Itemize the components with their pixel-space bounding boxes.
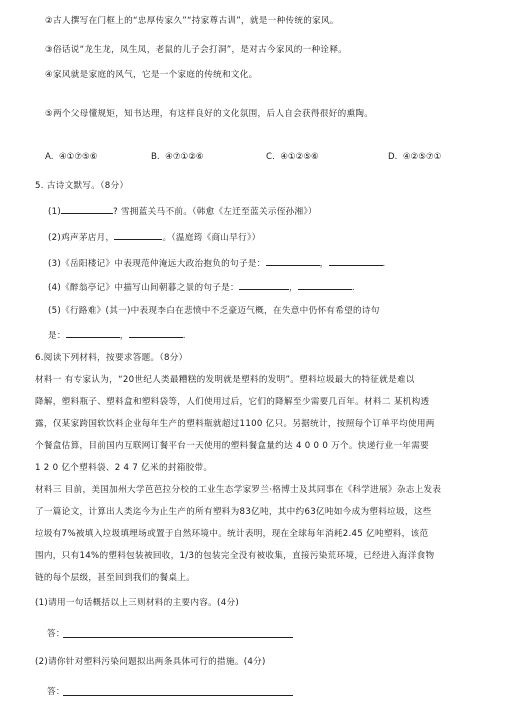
answer-label: 答： bbox=[47, 629, 65, 639]
answer-label: 答： bbox=[47, 687, 65, 697]
passage-line: 材料三 目前，美国加州大学芭芭拉分校的工业生态学家罗兰·格博士及其同事在《科学进展》杂志上发表 bbox=[35, 485, 442, 495]
statement-5: ⑤两个父母懂规矩，知书达理，有这样良好的文化氛围，后人自会获得很好的熏陶。 bbox=[45, 109, 374, 119]
option-b: B. ④⑦①②⑥ bbox=[151, 152, 204, 162]
passage-line: 1 2 0 亿个塑料袋、2 4 7 亿米的封箱胶带。 bbox=[35, 463, 213, 473]
q5-item-5-line1: (5)《行路难》(其一)中表现李白在悲愤中不乏豪迈气概，在失意中仍怀有希望的诗句 bbox=[48, 306, 380, 316]
option-a: A. ④①⑦⑤⑥ bbox=[45, 152, 98, 162]
answer-line[interactable] bbox=[63, 637, 293, 638]
q5-title: 5. 古诗文默写。（8分） bbox=[35, 181, 129, 191]
q6-title: 6.阅读下列材料，按要求答题。（8分） bbox=[35, 353, 188, 363]
passage-line: 个餐盒估算，目前国内互联网订餐平台一天使用的塑料餐盒量约达 4 0 0 0 万个。快递行业一年需要 bbox=[35, 441, 429, 451]
passage-line: 材料一 有专家认为，“20世纪人类最糟糕的发明就是塑料的发明”。塑料垃圾最大的特征就是难以 bbox=[35, 375, 415, 385]
answer-blank[interactable] bbox=[129, 328, 183, 338]
q5-item-1: (1) ? 雪拥蓝关马不前。（韩愈《左迁至蓝关示侄孙湘》） bbox=[48, 204, 317, 218]
option-d: D. ④②⑤⑦① bbox=[388, 152, 442, 162]
q5-item-5-line2: 是： ， . bbox=[48, 328, 186, 342]
passage-line: 垃圾有7%被填入垃圾填埋场或置于自然环境中。统计表明，现在全球每年消耗2.45 亿吨塑料，该范 bbox=[35, 529, 429, 539]
answer-blank[interactable] bbox=[66, 328, 120, 338]
passage-line: 降解，塑料瓶子、塑料盒和塑料袋等，人们使用过后，它们的降解至少需要几百年。材料二 某机构透 bbox=[35, 397, 430, 407]
answer-blank[interactable] bbox=[266, 256, 320, 266]
passage-line: 链的每个层级，甚至回到我们的餐桌上。 bbox=[35, 573, 196, 583]
answer-line[interactable] bbox=[63, 695, 293, 696]
passage-line: 了一篇论文，计算出人类迄今为止生产的所有塑料为83亿吨，其中约63亿吨如今成为塑料垃圾，这些 bbox=[35, 507, 432, 517]
passage-line: 露，仅某家跨国软饮料企业每年生产的塑料瓶就超过1100 亿只。另据统计，按照每个订单平均使用两 bbox=[35, 419, 435, 429]
passage-line: 围内，只有14%的塑料包装被回收，1/3的包装完全没有被收集，直接污染荒环境，已经进入海洋食物 bbox=[35, 551, 435, 561]
answer-blank[interactable] bbox=[61, 204, 113, 214]
answer-blank[interactable] bbox=[114, 230, 162, 240]
statement-4: ④家风就是家庭的风气，它是一个家庭的传统和文化。 bbox=[45, 70, 258, 80]
q5-item-2: (2)鸡声茅店月， 。（温庭筠《商山早行》） bbox=[48, 230, 261, 244]
q5-item-4: (4)《醉翁亭记》中描写山间朝暮之景的句子是： ， . bbox=[48, 280, 355, 294]
q5-item-3: (3)《岳阳楼记》中表现范仲淹远大政治抱负的句子是： ， . bbox=[48, 256, 386, 270]
answer-blank[interactable] bbox=[298, 280, 352, 290]
option-c: C. ④①②⑤⑥ bbox=[266, 152, 319, 162]
q6-sub-question-1: (1)请用一句话概括以上三则材料的主要内容。(4分) bbox=[35, 598, 240, 608]
statement-3: ③俗话说“龙生龙，凤生凤，老鼠的儿子会打洞”，是对古今家风的一种诠释。 bbox=[45, 45, 348, 55]
answer-blank[interactable] bbox=[329, 256, 383, 266]
q6-sub-question-2: (2)请你针对塑料污染问题拟出两条具体可行的措施。(4分) bbox=[35, 657, 266, 667]
answer-blank[interactable] bbox=[239, 280, 289, 290]
statement-2: ②古人撰写在门框上的“忠厚传家久”“持家尊古训”，就是一种传统的家风。 bbox=[45, 16, 339, 26]
